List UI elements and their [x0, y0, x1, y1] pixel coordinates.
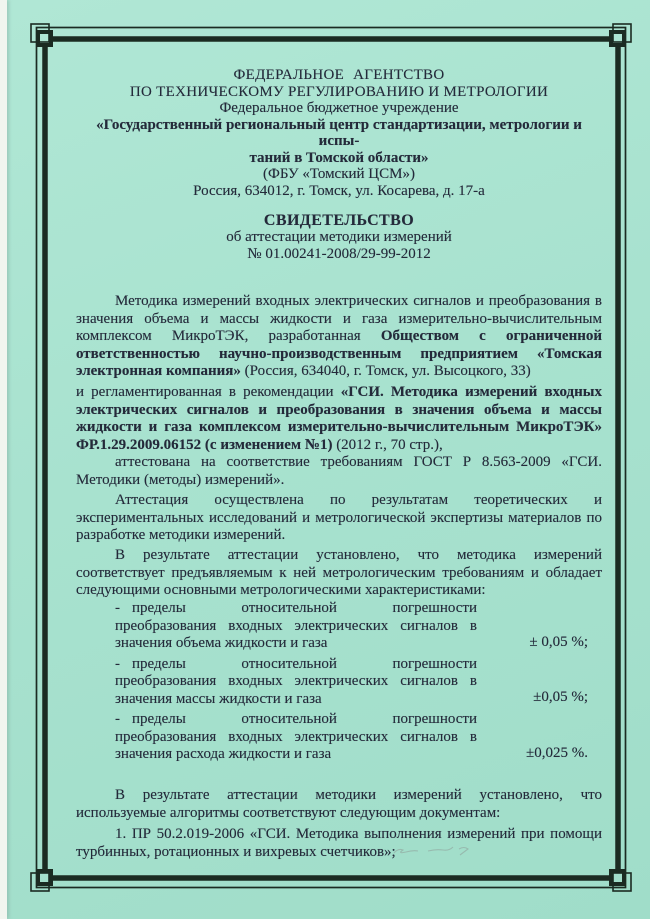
institution-type: Федеральное бюджетное учреждение: [219, 100, 459, 116]
paragraph-attestation-basis: Аттестация осуществлена по результатам теоретических и экспериментальных исследований и метрологической экспертизы материалов по разработке методики измерений.: [76, 492, 602, 543]
document-subtitle: об аттестации методики измерений: [226, 229, 452, 245]
title-block: [76, 212, 602, 263]
paragraph-algorithms-intro: В результате аттестации методики измерений установлено, что используемые алгоритмы соответствуют следующим документам:: [76, 787, 602, 821]
letterhead: [76, 67, 602, 199]
document-content: [76, 0, 602, 919]
list-dash: -: [115, 655, 120, 672]
organization-short-name: (ФБУ «Томский ЦСМ»): [263, 166, 415, 182]
characteristic-text: пределы относительной погрешности преобразования входных электрических сигналов в значения объема жидкости и газа: [115, 600, 477, 651]
agency-name-line1: ФЕДЕРАЛЬНОЕ АГЕНТСТВО: [233, 67, 445, 83]
organization-name-line2: таний в Томской области»: [249, 149, 429, 166]
paragraph-method-description: Методика измерений входных электрических сигналов и преобразования в значения объема и массы жидкости и газа измерительно-вычислительным комплексом МикроТЭК, разработанная Обществом с ограниченной ответственностью научно-производственным предприятием «Томская электронная компания» (Россия, 634040, г. Томск, ул. Высоцкого, 33): [76, 293, 602, 379]
characteristic-item: [76, 711, 602, 764]
paragraph-results-intro: В результате аттестации установлено, что методика измерений соответствует предъявляемым к ней метрологическим требованиям и обладает следующими основными метрологическими характеристиками:: [76, 547, 602, 598]
developer-organization-name: Обществом с ограниченной ответственностью научно-производственным предприятием «Томская электронная компания»: [76, 328, 602, 379]
characteristics-list: [76, 600, 602, 767]
organization-address: Россия, 634012, г. Томск, ул. Косарева, д. 17-а: [193, 182, 485, 199]
characteristic-text: пределы относительной погрешности преобразования входных электрических сигналов в значения массы жидкости и газа: [115, 655, 477, 707]
agency-name-line2: ПО ТЕХНИЧЕСКОМУ РЕГУЛИРОВАНИЮ И МЕТРОЛОГИИ: [129, 83, 549, 100]
tolerance-value: ±0,05 %;: [533, 689, 588, 705]
paragraph-attestation-standard: аттестована на соответствие требованиям ГОСТ Р 8.563-2009 «ГСИ. Методики (методы) измерений».: [76, 454, 602, 488]
paragraph-reference-document: 1. ПР 50.2.019-2006 «ГСИ. Методика выполнения измерений при помощи турбинных, ротационных и вихревых счетчиков»;: [76, 826, 602, 860]
paragraph-recommendation: и регламентированная в рекомендации «ГСИ. Методика измерений входных электрических сигналов и преобразования в значения объема и массы жидкости и газа комплексом измерительно-вычислительным МикроТЭК» ФР.1.29.2009.06152 (с изменением №1) (2012 г., 70 стр.),: [76, 384, 602, 453]
characteristic-item: [76, 600, 602, 653]
list-dash: -: [115, 711, 120, 727]
organization-name-line1: «Государственный региональный центр стандартизации, метрологии и испы-: [96, 116, 582, 149]
characteristic-text: пределы относительной погрешности преобразования входных электрических сигналов в значения расхода жидкости и газа: [115, 711, 477, 762]
document-number: № 01.00241-2008/29-99-2012: [247, 246, 431, 262]
document-title: СВИДЕТЕЛЬСТВО: [263, 212, 415, 229]
characteristic-item: [76, 656, 602, 709]
paragraph-recommendation-group: [76, 384, 602, 489]
recommendation-title: «ГСИ. Методика измерений входных электрических сигналов и преобразования в значения объема и массы жидкости и газа комплексом измерительно-вычислительным МикроТЭК» ФР.1.29.2009.06152 (с изменением №1): [76, 384, 602, 453]
tolerance-value: ± 0,05 %;: [529, 633, 588, 650]
tolerance-value: ±0,025 %.: [526, 744, 588, 761]
list-dash: -: [115, 600, 120, 616]
